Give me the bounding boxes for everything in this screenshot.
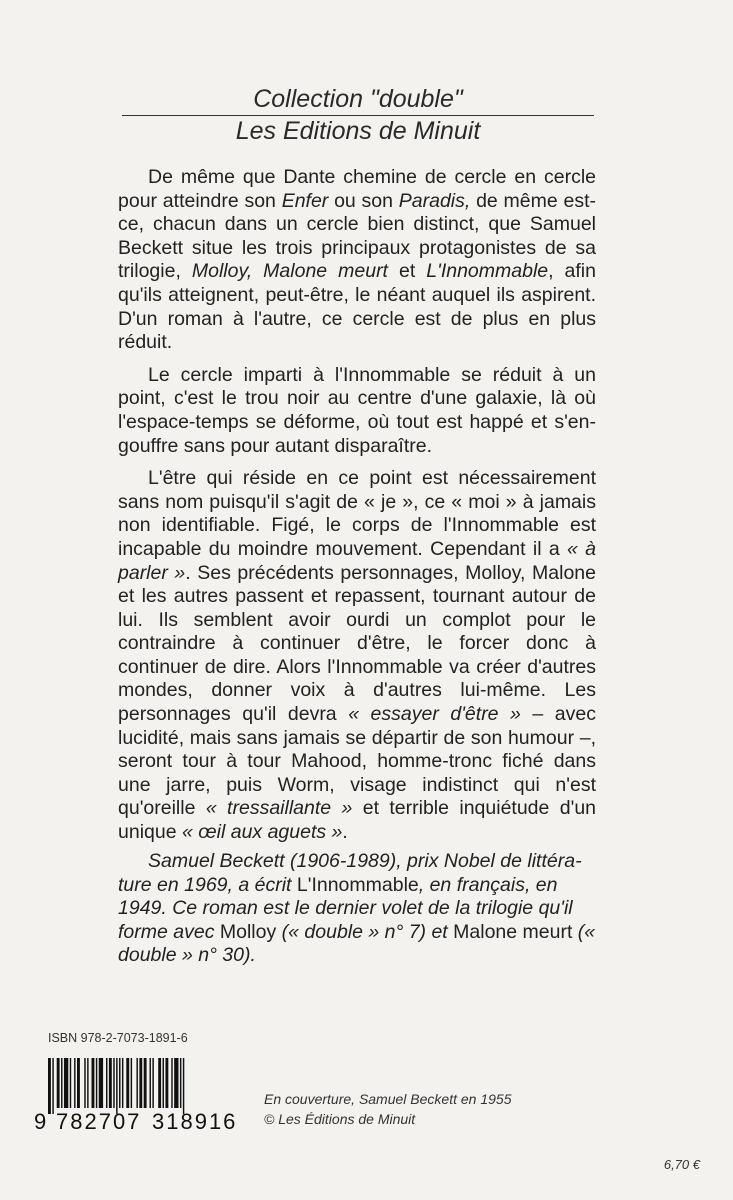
cover-credits xyxy=(264,1089,511,1129)
barcode-bar xyxy=(87,1058,88,1108)
barcode-bar xyxy=(119,1058,120,1108)
barcode-bar xyxy=(64,1058,68,1108)
barcode-bar xyxy=(152,1058,153,1108)
text-run: , afin qu'ils atteignent, peut-être, le néant auquel ils aspirent. D'un roman à l'autre, ce cercle est de plus en plus réduit. xyxy=(118,260,596,354)
text-run: Malone meurt xyxy=(453,920,573,943)
barcode xyxy=(34,1058,249,1138)
barcode-bar xyxy=(144,1058,147,1108)
publisher-name: Les Editions de Minuit xyxy=(235,117,481,145)
barcode-bar xyxy=(139,1058,142,1108)
barcode-bar xyxy=(174,1058,178,1108)
barcode-bar xyxy=(96,1058,97,1108)
barcode-bar xyxy=(163,1058,164,1108)
text-run: (« double » n° 30). xyxy=(118,920,596,967)
blurb-paragraph-2 xyxy=(118,364,596,458)
barcode-bar xyxy=(52,1058,53,1114)
barcode-bar xyxy=(116,1058,117,1114)
text-run: Molloy xyxy=(219,920,277,943)
cover-credit: En couverture, Samuel Beckett en 1955 xyxy=(264,1091,512,1107)
text-run: Samuel Beckett (1906-1989), prix Nobel de littérature en 1969, a écrit xyxy=(118,850,582,896)
text-run: Enfer xyxy=(281,189,329,212)
barcode-bar xyxy=(113,1058,114,1108)
author-bio xyxy=(118,850,596,968)
barcode-bar xyxy=(106,1058,107,1108)
author-bio-paragraph xyxy=(118,850,596,968)
barcode-bars xyxy=(34,1058,249,1114)
barcode-right-group: 318916 xyxy=(152,1109,238,1134)
barcode-bar xyxy=(150,1058,151,1108)
barcode-bar xyxy=(84,1058,85,1108)
barcode-digits xyxy=(34,1109,249,1139)
barcode-left-group: 782707 xyxy=(56,1109,142,1134)
text-run: et xyxy=(387,260,427,283)
barcode-bar xyxy=(183,1058,184,1114)
text-run: (« double » n° 7) et xyxy=(276,920,454,943)
barcode-bar xyxy=(92,1058,95,1108)
barcode-bar xyxy=(74,1058,75,1108)
text-run: – avec lucidité, mais sans jamais se départir de son humour –, seront tour à tour Mahood, homme-tronc fiché dans une jarre, puis Worm, visage indistinct qui n'est qu'oreille xyxy=(118,703,596,820)
barcode-bar xyxy=(126,1058,129,1108)
barcode-bar xyxy=(165,1058,168,1108)
blurb-paragraph-1 xyxy=(118,166,596,355)
text-run: , en français, en 1949. Ce roman est le dernier volet de la trilogie qu'il forme avec xyxy=(118,873,573,943)
text-run: De même que Dante chemine de cercle en cercle pour atteindre son xyxy=(118,166,596,212)
blurb-paragraph-3 xyxy=(118,467,596,845)
text-run: Molloy, Malone meurt xyxy=(191,260,388,283)
barcode-bar xyxy=(136,1058,137,1108)
collection-header xyxy=(118,84,598,147)
text-run: L'Innommable xyxy=(426,260,549,283)
text-run: Paradis, xyxy=(398,189,471,212)
isbn-number: ISBN 978-2-7073-1891-6 xyxy=(48,1031,188,1045)
barcode-bar xyxy=(77,1058,80,1108)
barcode-bar xyxy=(70,1058,71,1108)
barcode-bar xyxy=(171,1058,172,1108)
text-run: « essayer d'être » xyxy=(348,703,521,726)
copyright-notice: © Les Éditions de Minuit xyxy=(264,1111,416,1127)
collection-title: Collection "double" xyxy=(253,85,463,113)
text-run: Le cercle imparti à l'Innommable se réduit à un point, c'est le trou noir au centre d'une galaxie, là où l'espace-temps se déforme, où tout est happé et s'engouffre sans pour autant disparaître. xyxy=(118,363,596,457)
barcode-bar xyxy=(61,1058,62,1108)
text-run: et terrible inquiétude d'un unique xyxy=(118,797,597,844)
barcode-bar xyxy=(180,1058,181,1108)
barcode-bar xyxy=(57,1058,60,1108)
blurb-text xyxy=(118,166,596,854)
text-run: « tressaillante » xyxy=(205,797,353,820)
barcode-bar xyxy=(122,1058,123,1108)
text-run: « œil aux aguets » xyxy=(181,821,343,844)
price: 6,70 € xyxy=(663,1157,700,1172)
barcode-bar xyxy=(99,1058,103,1108)
text-run: . xyxy=(342,821,348,844)
text-run: . Ses précédents personnages, Molloy, Malone et les autres passent et repassent, tournant autour de lui. Ils semblent avoir ourdi un complot pour le contraindre à continuer d'être, le forcer donc à continuer de dire. Alors l'Innommable va créer d'autres mondes, donner voix à d'autres lui-même. Les personnages qu'il devra xyxy=(118,561,596,726)
text-run: de même est-ce, chacun dans un cercle bien distinct, que Samuel Beckett situe les trois principaux protagonistes de sa trilogie, xyxy=(118,189,596,283)
barcode-bar xyxy=(158,1058,161,1108)
barcode-bar xyxy=(48,1058,51,1114)
barcode-first-digit: 9 xyxy=(34,1109,47,1134)
text-run: ou son xyxy=(328,189,399,212)
barcode-bar xyxy=(109,1058,112,1108)
text-run: L'être qui réside en ce point est nécessairement sans nom puisqu'il s'agit de « je », ce « moi » à jamais non identifiable. Figé, le corps de l'Innommable est incapable du moindre mouvement. Cependant il a xyxy=(118,467,596,560)
text-run: L'Innommable xyxy=(296,873,419,896)
text-run: « à parler » xyxy=(118,537,596,584)
barcode-bar xyxy=(131,1058,132,1108)
